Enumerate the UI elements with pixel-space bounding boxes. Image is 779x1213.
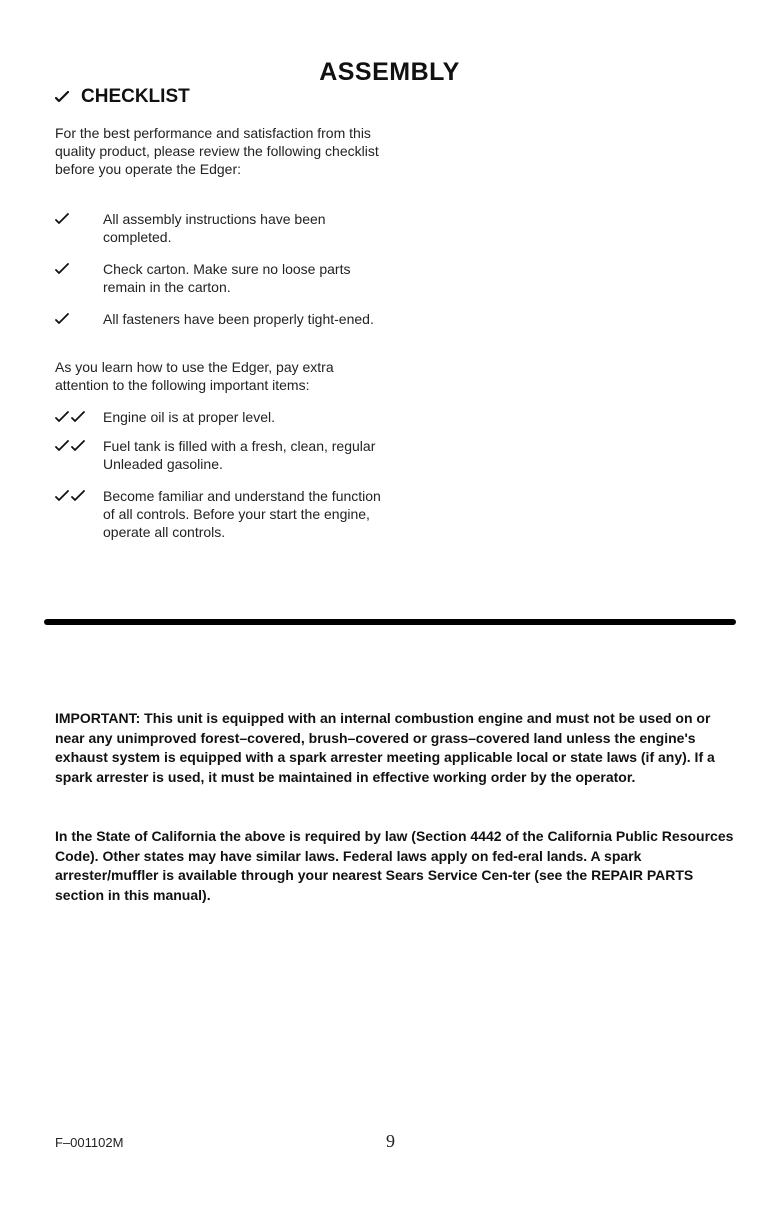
important-notice: IMPORTANT: This unit is equipped with an internal combustion engine and must not be used on or near any unimproved forest–covered, brush–covered or grass–covered land unless the engine's exhaust system is equipped with a spark arrester meeting applicable local or state laws (if any). If a spark arrester is used, it must be maintained in effective working order by the operator. (55, 710, 715, 785)
checklist-item (55, 260, 385, 296)
double-checkmark-group (55, 411, 87, 423)
page-title: ASSEMBLY (319, 58, 460, 86)
checklist-intro: For the best performance and satisfaction from this quality product, please review the following checklist before you operate the Edger: (55, 125, 379, 177)
checklist-heading (55, 86, 190, 108)
double-checkmark-group (55, 440, 87, 452)
important-items-intro: As you learn how to use the Edger, pay extra attention to the following important items: (55, 359, 334, 393)
checkmark-icon (55, 91, 69, 103)
important-item-text: Engine oil is at proper level. (103, 409, 275, 425)
important-item (55, 408, 385, 426)
checkmark-group (55, 313, 71, 325)
checkmark-group (55, 263, 71, 275)
important-item-text: Become familiar and understand the function of all controls. Before your start the engine, operate all controls. (103, 488, 381, 540)
important-item (55, 437, 385, 473)
page-number: 9 (386, 1131, 395, 1151)
checkmark-icon (55, 440, 69, 452)
checklist-item (55, 310, 385, 328)
section-divider (44, 619, 736, 625)
checkmark-group (55, 213, 71, 225)
double-checkmark-group (55, 490, 87, 502)
checklist-item-text: Check carton. Make sure no loose parts remain in the carton. (103, 261, 351, 295)
document-code: F–001102M (55, 1135, 124, 1150)
checkmark-icon (55, 313, 69, 325)
checklist-item (55, 210, 385, 246)
checkmark-icon (71, 440, 85, 452)
checkmark-icon (55, 411, 69, 423)
california-notice: In the State of California the above is required by law (Section 4442 of the California Public Resources Code). Other states may have similar laws. Federal laws apply on fed-eral lands. A spark arrester/muffler is available through your nearest Sears Service Cen-ter (see the REPAIR PARTS section in this manual). (55, 828, 734, 903)
checklist-item-text: All fasteners have been properly tight-ened. (103, 311, 374, 327)
checkmark-icon (55, 490, 69, 502)
checkmark-icon (71, 490, 85, 502)
checkmark-icon (55, 213, 69, 225)
checkmark-icon (71, 411, 85, 423)
checklist-heading-label: CHECKLIST (81, 86, 190, 107)
checklist-item-text: All assembly instructions have been completed. (103, 211, 326, 245)
checkmark-icon (55, 263, 69, 275)
important-item-text: Fuel tank is filled with a fresh, clean, regular Unleaded gasoline. (103, 438, 376, 472)
important-item (55, 487, 385, 541)
